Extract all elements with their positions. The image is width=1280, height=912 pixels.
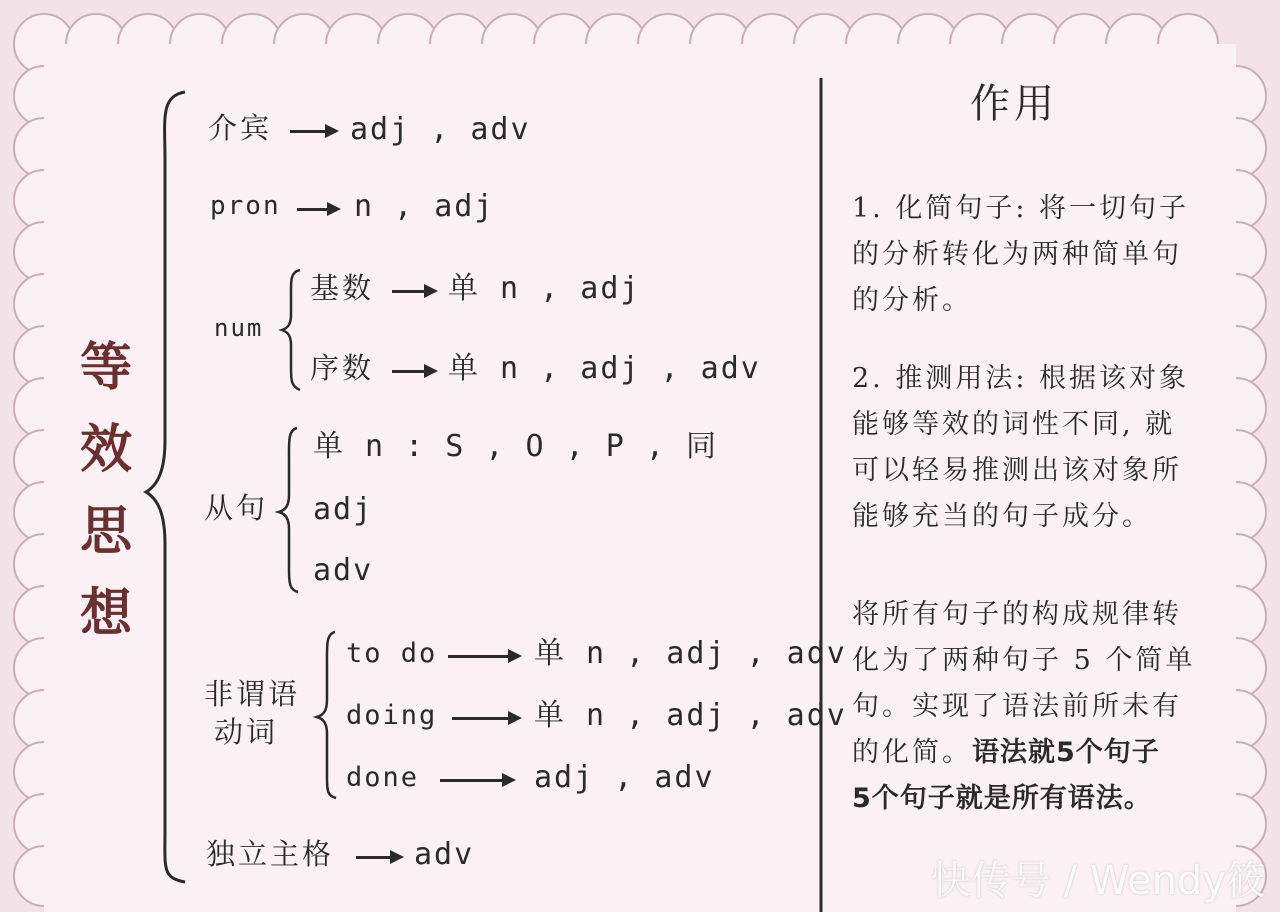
num-brace (282, 270, 300, 390)
arrow-icon (392, 370, 434, 373)
purpose-p1-line-1: 1. 化简句子: 将一切句子 (852, 193, 1190, 224)
arrow-icon (290, 130, 335, 133)
title-char-4: 想 (80, 583, 133, 644)
nonfinite-brace (317, 632, 336, 798)
row-pron-result: n , adj (354, 189, 495, 224)
arrow-icon (452, 717, 518, 720)
row-nonfinite-label-2: 动词 (214, 715, 279, 749)
purpose-p3-line-2: 化为了两种句子 5 个简单 (852, 645, 1196, 676)
purpose-p2-line-3: 可以轻易推测出该对象所 (852, 455, 1182, 486)
arrow-icon (297, 208, 337, 211)
main-brace (146, 92, 185, 882)
row-absolute-label: 独立主格 (206, 837, 335, 871)
purpose-p3-line-3: 句。实现了语法前所未有 (852, 691, 1182, 722)
title-char-2: 效 (80, 419, 133, 480)
arrow-icon (440, 779, 512, 782)
purpose-p2-line-2: 能够等效的词性不同, 就 (852, 409, 1176, 440)
purpose-p3-bold-line: 5个句子就是所有语法。 (852, 783, 1152, 814)
row-pron-label: pron (210, 191, 281, 221)
row-doing-result: 单 n , adj , adv (534, 698, 847, 733)
row-xushu-label: 序数 (310, 351, 375, 385)
row-jiebin-result: adj , adv (350, 112, 531, 147)
row-jiebin-label: 介宾 (208, 111, 273, 145)
row-jishu-result: 单 n , adj (448, 271, 641, 306)
purpose-p3-line-4 (852, 730, 1208, 776)
purpose-paragraph-3 (852, 592, 1208, 822)
arrow-icon (448, 655, 518, 658)
title-char-1: 等 (80, 337, 133, 398)
arrow-icon (356, 856, 400, 859)
purpose-p3-line-1: 将所有句子的构成规律转 (852, 599, 1182, 630)
row-clause-label: 从句 (204, 491, 269, 525)
purpose-p3-line-4-plain: 的化简。 (852, 737, 972, 768)
row-clause-item-2: adj (313, 492, 374, 527)
right-panel-heading: 作用 (970, 81, 1058, 127)
purpose-paragraph-1 (852, 186, 1208, 324)
purpose-p3-line-4-bold: 语法就5个句子 (972, 737, 1160, 768)
row-xushu-result: 单 n , adj , adv (448, 351, 761, 386)
purpose-paragraph-2 (852, 356, 1208, 540)
row-nonfinite-label-1: 非谓语 (204, 677, 301, 711)
row-num-label: num (214, 314, 264, 342)
row-clause-item-1: 单 n : S , O , P , 同 (313, 429, 719, 464)
row-todo-label: to do (346, 638, 438, 669)
arrow-icon (392, 290, 434, 293)
purpose-p2-line-4: 能够充当的句子成分。 (852, 501, 1152, 532)
row-done-result: adj , adv (534, 760, 715, 795)
row-doing-label: doing (346, 700, 438, 731)
row-clause-item-3: adv (313, 553, 374, 588)
row-todo-result: 单 n , adj , adv (534, 636, 847, 671)
title-char-3: 思 (80, 501, 133, 562)
row-absolute-result: adv (414, 837, 475, 872)
purpose-p1-line-2: 的分析转化为两种简单句 (852, 239, 1182, 270)
watermark: 快传号 / Wendy筱 (930, 858, 1266, 904)
purpose-p1-line-3: 的分析。 (852, 285, 972, 316)
row-done-label: done (346, 762, 420, 793)
clause-brace (279, 428, 298, 592)
purpose-p2-line-1: 2. 推测用法: 根据该对象 (852, 363, 1190, 394)
row-jishu-label: 基数 (310, 271, 375, 305)
